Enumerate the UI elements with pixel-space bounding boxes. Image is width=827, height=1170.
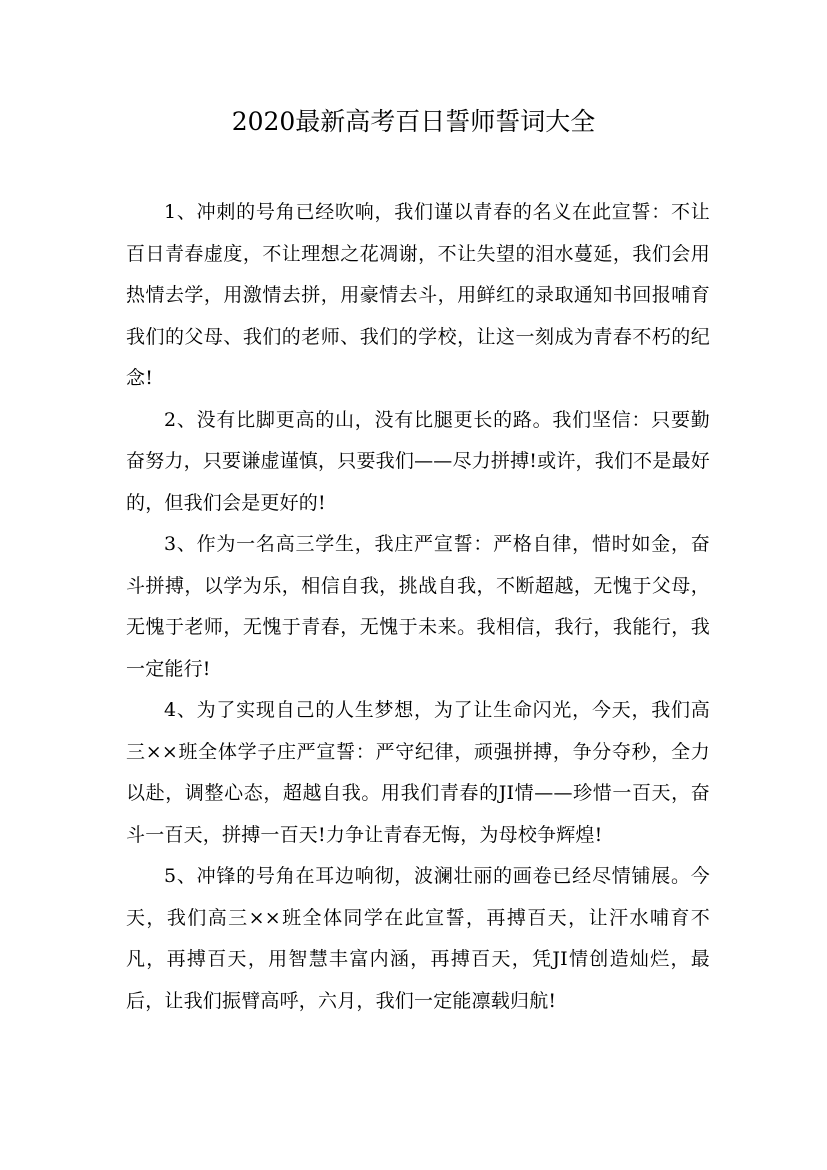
document-title: 2020最新高考百日誓师誓词大全 [231, 107, 596, 136]
paragraph-3: 3、作为一名高三学生，我庄严宣誓：严格自律，惜时如金，奋斗拼搏，以学为乐，相信自我，挑战自我，不断超越，无愧于父母，无愧于老师，无愧于青春，无愧于未来。我相信，我行，我能行，我一定能行! [126, 533, 710, 680]
paragraph-2: 2、没有比脚更高的山，没有比腿更长的路。我们坚信：只要勤奋努力，只要谦虚谨慎，只要我们——尽力拼搏!或许，我们不是最好的，但我们会是更好的! [126, 408, 710, 514]
document-body [126, 192, 710, 1022]
paragraph-4: 4、为了实现自己的人生梦想，为了让生命闪光，今天，我们高三××班全体学子庄严宣誓：严守纪律，顽强拼搏，争分夺秒，全力以赴，调整心态，超越自我。用我们青春的JI情——珍惜一百天，奋斗一百天，拼搏一百天!力争让青春无悔，为母校争辉煌! [126, 699, 710, 846]
paragraph-1: 1、冲刺的号角已经吹响，我们谨以青春的名义在此宣誓：不让百日青春虚度，不让理想之花凋谢，不让失望的泪水蔓延，我们会用热情去学，用激情去拼，用豪情去斗，用鲜红的录取通知书回报哺育我们的父母、我们的老师、我们的学校，让这一刻成为青春不朽的纪念! [126, 201, 710, 389]
paragraph-5: 5、冲锋的号角在耳边响彻，波澜壮丽的画卷已经尽情铺展。今天，我们高三××班全体同学在此宣誓，再搏百天，让汗水哺育不凡，再搏百天，用智慧丰富内涵，再搏百天，凭JI情创造灿烂，最后，让我们振臂高呼，六月，我们一定能凛载归航! [126, 865, 710, 1012]
